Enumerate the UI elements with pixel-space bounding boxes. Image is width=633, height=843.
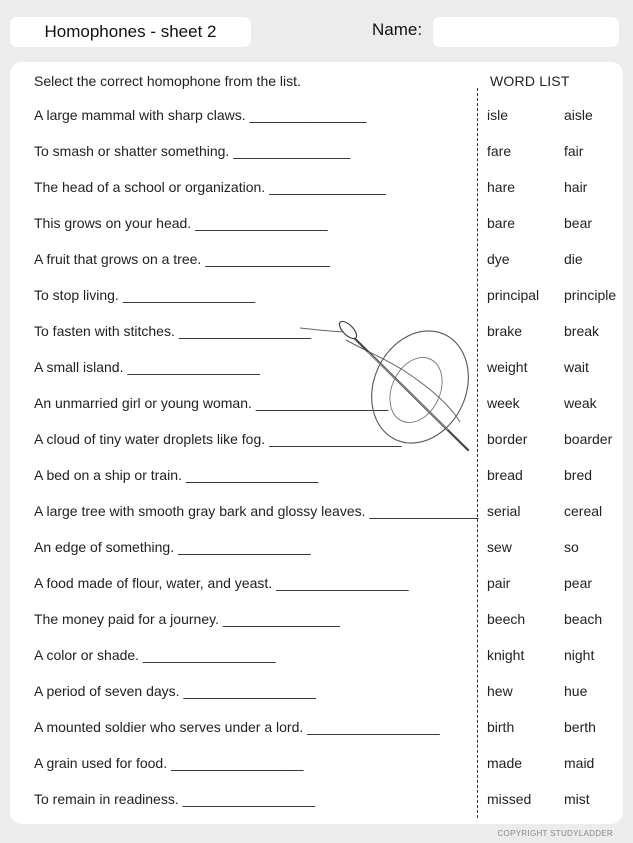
word-option: dye [487, 251, 510, 267]
word-pair-row [487, 178, 616, 214]
answer-blank[interactable]: _______________ [233, 143, 351, 159]
question-item [34, 682, 479, 718]
word-pair-row [487, 286, 616, 322]
question-text: An unmarried girl or young woman. [34, 395, 252, 411]
word-option: bread [487, 467, 523, 483]
word-option: beech [487, 611, 526, 627]
word-option: weight [487, 359, 528, 375]
word-option: die [564, 251, 583, 267]
question-item [34, 214, 479, 250]
answer-blank[interactable]: _________________ [122, 287, 256, 303]
word-option: serial [487, 503, 521, 519]
word-option: fare [487, 143, 512, 159]
word-pair-row [487, 322, 616, 358]
word-option: week [487, 395, 520, 411]
question-item [34, 646, 479, 682]
word-option: maid [564, 755, 595, 771]
question-item [34, 142, 479, 178]
word-option: border [487, 431, 528, 447]
word-pair-row [487, 790, 616, 826]
word-option: bred [564, 467, 593, 483]
word-pair-row [487, 502, 616, 538]
question-text: To stop living. [34, 287, 119, 303]
question-text: To remain in readiness. [34, 791, 179, 807]
answer-blank[interactable]: _________________ [195, 215, 328, 231]
word-option: boarder [564, 431, 613, 447]
question-text: To fasten with stitches. [34, 323, 175, 339]
answer-blank[interactable]: _________________ [185, 467, 319, 483]
answer-blank[interactable]: _________________ [178, 323, 312, 339]
word-pair-row [487, 106, 616, 142]
question-text: A color or shade. [34, 647, 140, 663]
word-pair-row [487, 430, 616, 466]
word-option: beach [564, 611, 603, 627]
name-field[interactable] [433, 17, 619, 47]
name-label: Name: [372, 20, 423, 39]
word-pair-row [487, 538, 616, 574]
word-option: berth [564, 719, 596, 735]
instruction-text: Select the correct homophone from the list. [34, 73, 301, 89]
question-text: A fruit that grows on a tree. [34, 251, 202, 267]
worksheet-panel [10, 62, 623, 824]
word-option: missed [487, 791, 532, 807]
question-item [34, 466, 479, 502]
word-option: fair [564, 143, 584, 159]
word-option: made [487, 755, 523, 771]
word-option: principal [487, 287, 540, 303]
word-list [487, 106, 616, 826]
word-pair-row [487, 250, 616, 286]
word-list-title: WORD LIST [490, 73, 570, 89]
answer-blank[interactable]: _______________ [249, 107, 367, 123]
word-pair-row [487, 610, 616, 646]
word-pair-row [487, 394, 616, 430]
needle-and-thread-icon [298, 312, 478, 462]
question-text: A mounted soldier who serves under a lord. [34, 719, 304, 735]
word-option: break [564, 323, 600, 339]
answer-blank[interactable]: _________________ [178, 539, 311, 555]
word-option: hue [564, 683, 588, 699]
question-item [34, 754, 479, 790]
word-option: weak [564, 395, 597, 411]
question-text: A period of seven days. [34, 683, 180, 699]
word-option: night [564, 647, 595, 663]
word-pair-row [487, 682, 616, 718]
word-option: birth [487, 719, 515, 735]
question-item [34, 610, 479, 646]
word-option: pear [564, 575, 593, 591]
question-text: A grain used for food. [34, 755, 168, 771]
question-item [34, 718, 479, 754]
word-option: wait [564, 359, 589, 375]
word-option: principle [564, 287, 617, 303]
answer-blank[interactable]: ______________ [369, 503, 479, 519]
question-item [34, 574, 479, 610]
word-pair-row [487, 142, 616, 178]
answer-blank[interactable]: _________________ [183, 683, 316, 699]
word-pair-row [487, 466, 616, 502]
word-option: pair [487, 575, 511, 591]
question-text: A large mammal with sharp claws. [34, 107, 246, 123]
answer-blank[interactable]: _________________ [171, 755, 304, 771]
question-item [34, 502, 479, 538]
question-text: A cloud of tiny water droplets like fog. [34, 431, 266, 447]
answer-blank[interactable]: _________________ [307, 719, 440, 735]
word-option: isle [487, 107, 509, 123]
question-text: The head of a school or organization. [34, 179, 266, 195]
question-text: To smash or shatter something. [34, 143, 230, 159]
word-pair-row [487, 574, 616, 610]
answer-blank[interactable]: _________________ [269, 431, 402, 447]
word-option: bare [487, 215, 516, 231]
word-option: cereal [564, 503, 603, 519]
word-option: bear [564, 215, 593, 231]
word-option: mist [564, 791, 590, 807]
word-option: hair [564, 179, 588, 195]
word-option: hare [487, 179, 516, 195]
word-pair-row [487, 754, 616, 790]
question-text: A small island. [34, 359, 124, 375]
worksheet-title-box [10, 17, 251, 47]
question-text: A bed on a ship or train. [34, 467, 182, 483]
word-option: brake [487, 323, 523, 339]
question-text: This grows on your head. [34, 215, 192, 231]
answer-blank[interactable]: _________________ [255, 395, 389, 411]
word-option: sew [487, 539, 512, 555]
answer-blank[interactable]: _______________ [269, 179, 386, 195]
question-item [34, 790, 479, 826]
question-item [34, 538, 479, 574]
word-pair-row [487, 214, 616, 250]
question-item [34, 106, 479, 142]
question-text: A food made of flour, water, and yeast. [34, 575, 273, 591]
answer-blank[interactable]: _________________ [276, 575, 409, 591]
answer-blank[interactable]: _________________ [143, 647, 276, 663]
question-item [34, 178, 479, 214]
word-pair-row [487, 646, 616, 682]
word-option: aisle [564, 107, 593, 123]
question-text: A large tree with smooth gray bark and glossy leaves. [34, 503, 366, 519]
worksheet-title: Homophones - sheet 2 [44, 22, 217, 41]
word-pair-row [487, 718, 616, 754]
question-list [34, 106, 479, 826]
answer-blank[interactable]: _______________ [222, 611, 340, 627]
question-item [34, 250, 479, 286]
word-option: knight [487, 647, 525, 663]
copyright-notice: COPYRIGHT STUDYLADDER [497, 829, 613, 838]
question-text: An edge of something. [34, 539, 175, 555]
word-option: so [564, 539, 579, 555]
word-pair-row [487, 358, 616, 394]
answer-blank[interactable]: ________________ [205, 251, 330, 267]
answer-blank[interactable]: _________________ [127, 359, 260, 375]
word-option: hew [487, 683, 513, 699]
answer-blank[interactable]: _________________ [182, 791, 316, 807]
question-text: The money paid for a journey. [34, 611, 219, 627]
